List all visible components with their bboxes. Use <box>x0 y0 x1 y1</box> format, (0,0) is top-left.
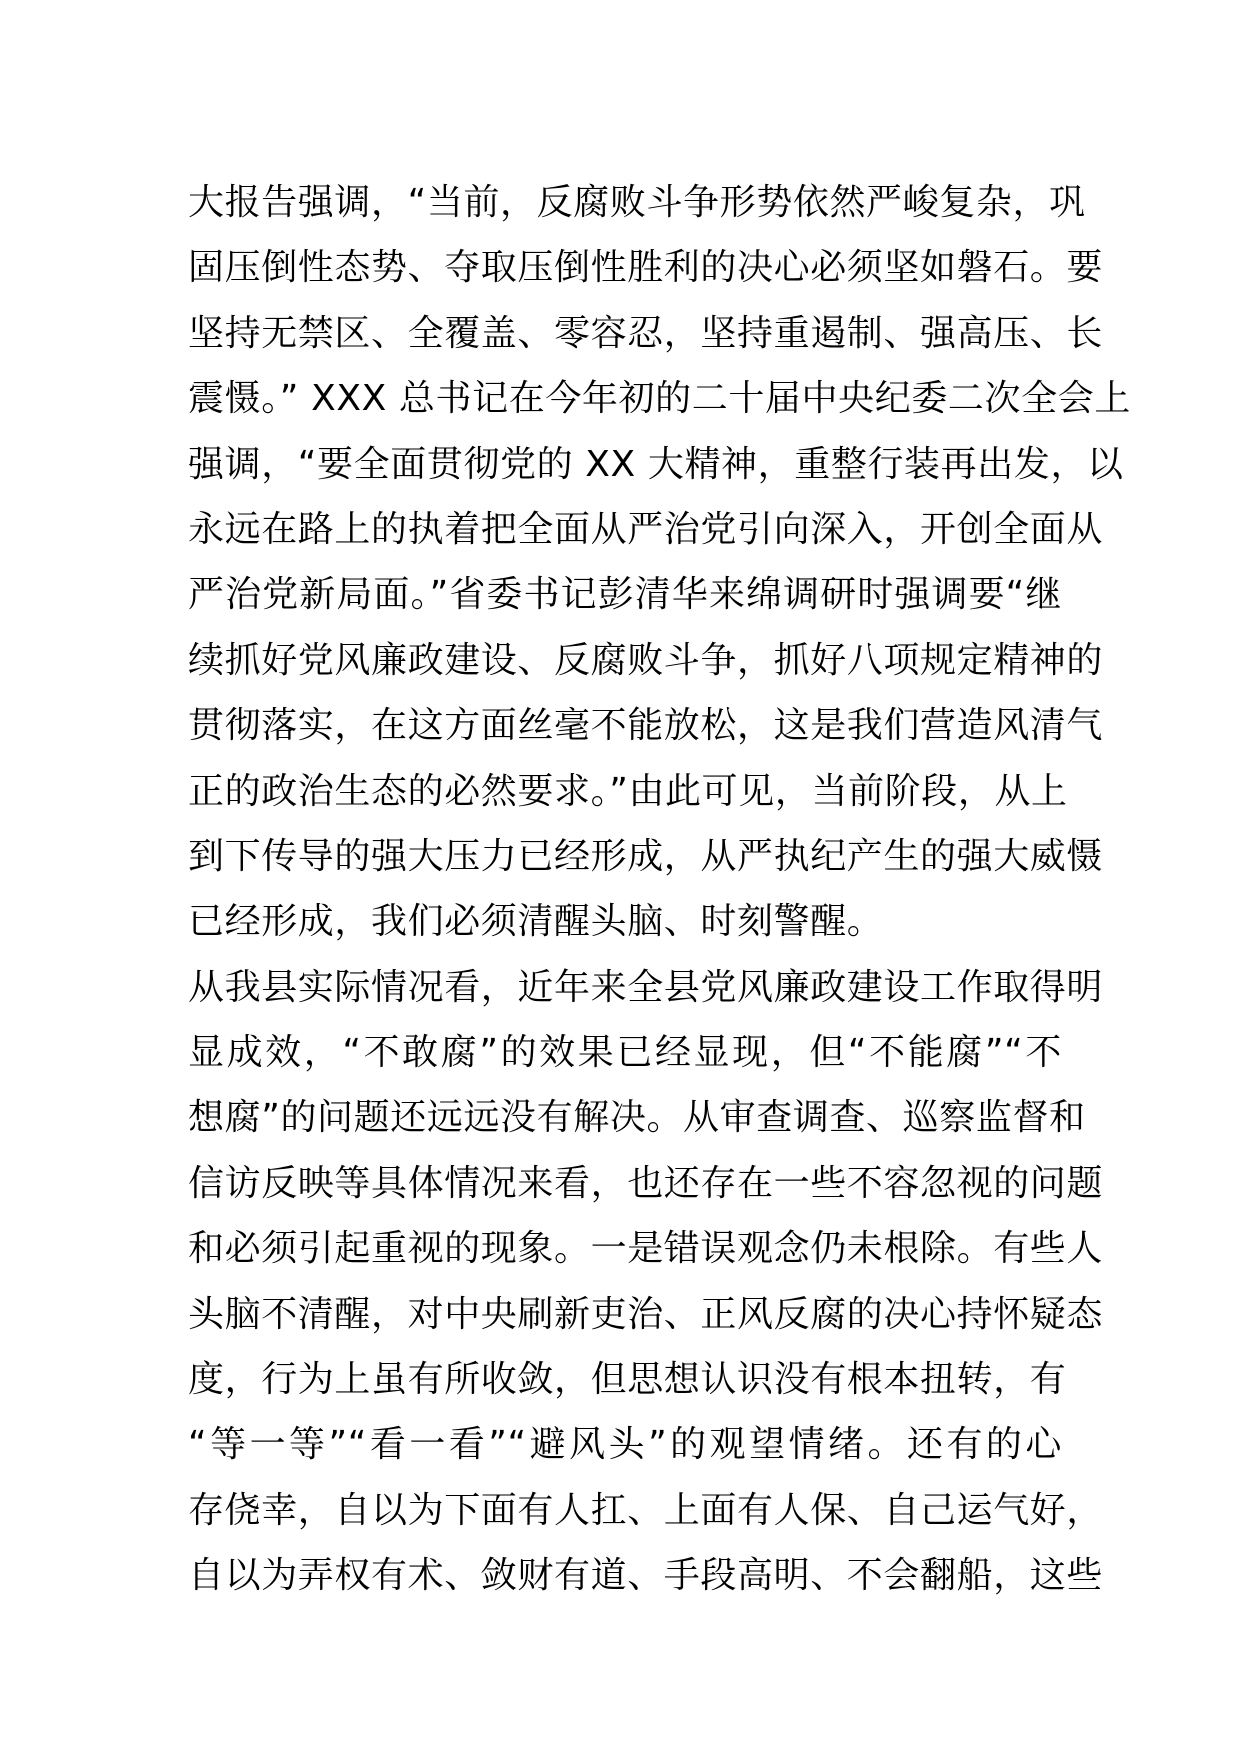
text-line: 到下传导的强大压力已经形成，从严执纪产生的强大威慑 <box>188 835 1104 877</box>
text-line: 想腐”的问题还远远没有解决。从审查调查、巡察监督和 <box>188 1097 1086 1139</box>
text-line: 头脑不清醒，对中央刷新吏治、正风反腐的决心持怀疑态 <box>188 1293 1104 1335</box>
text-line: 正的政治生态的必然要求。”由此可见，当前阶段，从上 <box>188 770 1068 812</box>
text-line: 自以为弄权有术、敛财有道、手段高明、不会翻船，这些 <box>188 1555 1104 1597</box>
text-line: 信访反映等具体情况来看，也还存在一些不容忽视的问题 <box>188 1162 1104 1204</box>
text-line: 续抓好党风廉政建设、反腐败斗争，抓好八项规定精神的 <box>188 639 1104 681</box>
text-line: 坚持无禁区、全覆盖、零容忍，坚持重遏制、强高压、长 <box>188 312 1104 354</box>
body-text <box>188 170 1131 1609</box>
text-line: 显成效，“不敢腐”的效果已经显现，但“不能腐”“不 <box>188 1032 1062 1074</box>
text-line: 度，行为上虽有所收敛，但思想认识没有根本扭转，有 <box>188 1359 1067 1401</box>
text-line: 强调，“要全面贯彻党的 XX 大精神，重整行装再出发，以 <box>188 443 1124 485</box>
text-line: 严治党新局面。”省委书记彭清华来绵调研时强调要“继 <box>188 574 1062 616</box>
text-line: 永远在路上的执着把全面从严治党引向深入，开创全面从 <box>188 508 1104 550</box>
text-line: 和必须引起重视的现象。一是错误观念仍未根除。有些人 <box>188 1228 1104 1270</box>
text-line: 固压倒性态势、夺取压倒性胜利的决心必须坚如磐石。要 <box>188 247 1104 289</box>
text-line: “等一等”“看一看”“避风头”的观望情绪。还有的心 <box>188 1424 1062 1466</box>
paragraph-end-line: 已经形成，我们必须清醒头脑、时刻警醒。 <box>188 901 884 943</box>
text-line: 大报告强调，“当前，反腐败斗争形势依然严峻复杂，巩 <box>188 182 1086 223</box>
text-line: 震慑。” XXX 总书记在今年初的二十届中央纪委二次全会上 <box>188 378 1131 420</box>
text-line: 存侥幸，自以为下面有人扛、上面有人保、自己运气好， <box>188 1489 1104 1531</box>
text-line: 贯彻落实，在这方面丝毫不能放松，这是我们营造风清气 <box>188 705 1104 747</box>
text-line: 从我县实际情况看，近年来全县党风廉政建设工作取得明 <box>188 966 1104 1008</box>
